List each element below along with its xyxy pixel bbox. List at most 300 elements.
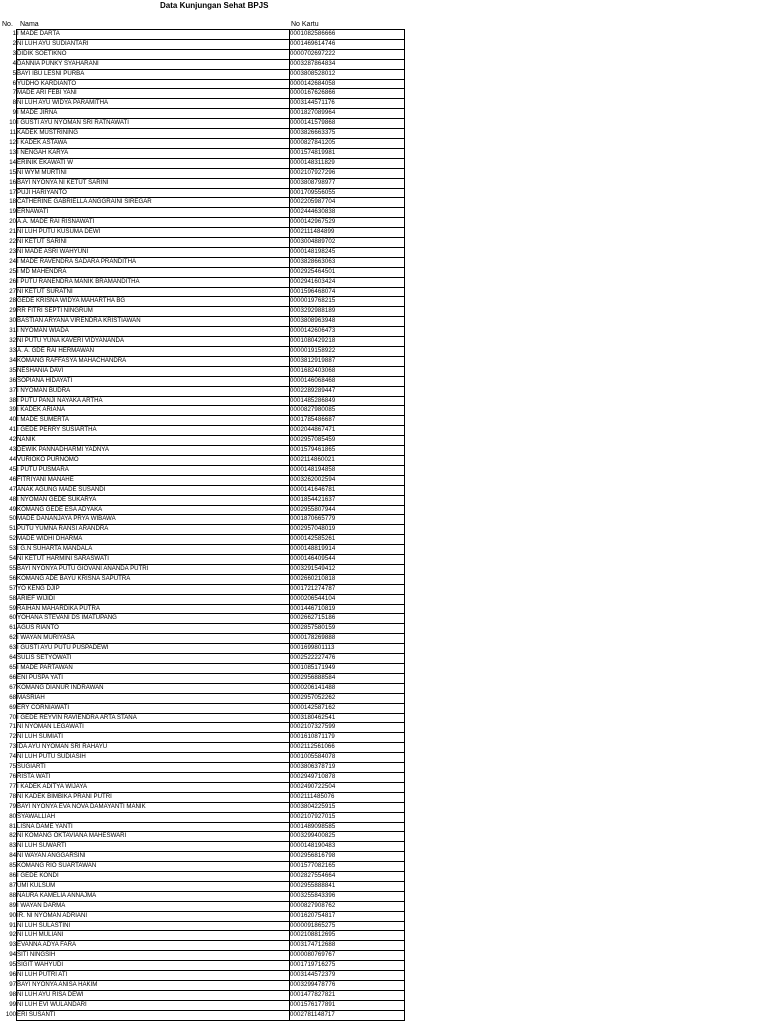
row-number: 17 [2,188,17,198]
visit-table-body [2,30,405,1021]
row-number: 32 [2,337,17,347]
table-row [2,703,405,713]
row-number: 14 [2,158,17,168]
patient-name: I GUSTI AYU NYOMAN SRI RATNAWATI [17,119,290,129]
patient-name: FITRIYANI MANAHE [17,475,290,485]
row-number: 45 [2,465,17,475]
table-row [2,228,405,238]
row-number: 87 [2,881,17,891]
patient-name: NI LUH PUTRI ATI [17,971,290,981]
card-number: 0002955807944 [290,505,405,515]
row-number: 68 [2,693,17,703]
row-number: 10 [2,119,17,129]
card-number: 0003812919887 [290,356,405,366]
card-number: 0001719716275 [290,961,405,971]
patient-name: I WAYAN MURIYASA [17,634,290,644]
patient-name: NI PUTU YUNA KAVERI VIDYANANDA [17,337,290,347]
patient-name: NI LUH PUTU SUDIASIH [17,753,290,763]
table-row [2,802,405,812]
card-number: 0003255843396 [290,891,405,901]
card-number: 0000091865275 [290,921,405,931]
table-row [2,307,405,317]
row-number: 61 [2,624,17,634]
card-number: 0003174712688 [290,941,405,951]
table-row [2,455,405,465]
card-number: 0003299478776 [290,981,405,991]
card-number: 0001610871179 [290,733,405,743]
row-number: 67 [2,683,17,693]
card-number: 0000206544104 [290,594,405,604]
row-number: 69 [2,703,17,713]
row-number: 52 [2,535,17,545]
patient-name: A. A. GDE RAI HERMAWAN [17,347,290,357]
row-number: 66 [2,673,17,683]
table-row [2,812,405,822]
patient-name: NI KADEK BIMBIKA PRANI PUTRI [17,792,290,802]
patient-name: NESHANIA DAVI [17,366,290,376]
patient-name: I GUSTI AYU PUTU PUSPADEWI [17,644,290,654]
row-number: 43 [2,446,17,456]
row-number: 30 [2,317,17,327]
table-row [2,911,405,921]
table-row [2,386,405,396]
patient-name: NI LUH AYU SUDIANTARI [17,39,290,49]
patient-name: YO KENG DJIP [17,584,290,594]
card-number: 0000146409544 [290,555,405,565]
table-row [2,664,405,674]
table-row [2,138,405,148]
card-number: 0002205987704 [290,198,405,208]
table-row [2,188,405,198]
table-row [2,267,405,277]
card-number: 0003808798977 [290,178,405,188]
row-number: 24 [2,257,17,267]
table-row [2,366,405,376]
card-number: 0003808963948 [290,317,405,327]
card-number: 0002107327599 [290,723,405,733]
table-row [2,624,405,634]
row-number: 73 [2,743,17,753]
table-row [2,505,405,515]
patient-name: YUDHO KARDIANTO [17,79,290,89]
patient-name: ERINIK EKAWATI W [17,158,290,168]
row-number: 2 [2,39,17,49]
column-header-no: No. [2,21,13,28]
table-row [2,446,405,456]
card-number: 0000146068468 [290,376,405,386]
card-number: 0003144572379 [290,971,405,981]
row-number: 16 [2,178,17,188]
table-row [2,822,405,832]
patient-name: NI LUH EVI WULANDARI [17,1000,290,1010]
table-row [2,247,405,257]
card-number: 0002660210818 [290,574,405,584]
card-number: 0001854421637 [290,495,405,505]
row-number: 72 [2,733,17,743]
card-number: 0000141579868 [290,119,405,129]
row-number: 46 [2,475,17,485]
card-number: 0001469614746 [290,39,405,49]
card-number: 0002044867471 [290,426,405,436]
card-number: 0000702697222 [290,49,405,59]
table-row [2,584,405,594]
table-row [2,693,405,703]
patient-name: CATHERINE GABRIELLA ANGGRAINI SIREGAR [17,198,290,208]
row-number: 15 [2,168,17,178]
patient-name: BAYI NYONYA NI KETUT SARINI [17,178,290,188]
card-number: 0003804225915 [290,802,405,812]
patient-name: MADE DANANJAYA PRYA WIBAWA [17,515,290,525]
table-row [2,218,405,228]
row-number: 82 [2,832,17,842]
table-row [2,277,405,287]
card-number: 0002957085459 [290,436,405,446]
patient-name: YOHANA STEVANI DS IMATUPANG [17,614,290,624]
patient-name: BAYI NYONYA ANISA HAKIM [17,981,290,991]
table-row [2,842,405,852]
table-row [2,753,405,763]
table-row [2,59,405,69]
row-number: 90 [2,911,17,921]
row-number: 54 [2,555,17,565]
row-number: 79 [2,802,17,812]
row-number: 62 [2,634,17,644]
row-number: 93 [2,941,17,951]
table-row [2,614,405,624]
table-row [2,406,405,416]
table-row [2,347,405,357]
table-row [2,39,405,49]
card-number: 0001574819981 [290,148,405,158]
table-row [2,634,405,644]
card-number: 0001080429218 [290,337,405,347]
table-row [2,317,405,327]
patient-name: I GEDE KONDI [17,872,290,882]
patient-name: ARIEF WIJIDI [17,594,290,604]
card-number: 0000142967529 [290,218,405,228]
card-number: 0001827089964 [290,109,405,119]
patient-name: BAYI IBU LESNI PURBA [17,69,290,79]
card-number: 0000142606473 [290,327,405,337]
card-number: 0000142585261 [290,535,405,545]
table-row [2,872,405,882]
row-number: 78 [2,792,17,802]
patient-name: SYAWALLIAH [17,812,290,822]
patient-name: PUJI HARIYANTO [17,188,290,198]
patient-name: I KADEK ARIANA [17,406,290,416]
patient-name: I NYOMAN GEDE SUKARYA [17,495,290,505]
row-number: 75 [2,763,17,773]
patient-name: SITI NINGSIH [17,951,290,961]
card-number: 0001699801113 [290,644,405,654]
patient-name: I GEDE PERRY SUSIARTHA [17,426,290,436]
card-number: 0001721274787 [290,584,405,594]
table-row [2,564,405,574]
card-number: 0002925464501 [290,267,405,277]
card-number: 0000178269888 [290,634,405,644]
table-row [2,763,405,773]
table-row [2,713,405,723]
card-number: 0001446710819 [290,604,405,614]
table-row [2,990,405,1000]
card-number: 0001577082165 [290,862,405,872]
table-row [2,545,405,555]
patient-name: LISNA DAME YANTI [17,822,290,832]
patient-name: NI LUH PUTU KUSUMA DEWI [17,228,290,238]
card-number: 0000142587162 [290,703,405,713]
table-row [2,485,405,495]
card-number: 0002107927015 [290,812,405,822]
table-row [2,208,405,218]
table-row [2,426,405,436]
row-number: 74 [2,753,17,763]
table-row [2,129,405,139]
row-number: 63 [2,644,17,654]
card-number: 0002111485076 [290,792,405,802]
row-number: 56 [2,574,17,584]
table-row [2,168,405,178]
patient-name: UMI KULSUM [17,881,290,891]
row-number: 84 [2,852,17,862]
card-number: 0001576177891 [290,1000,405,1010]
row-number: 85 [2,862,17,872]
row-number: 13 [2,148,17,158]
card-number: 0001005584078 [290,753,405,763]
card-number: 0001785486687 [290,416,405,426]
table-row [2,475,405,485]
card-number: 0002857580159 [290,624,405,634]
row-number: 77 [2,782,17,792]
patient-name: ERNAWATI [17,208,290,218]
patient-name: EVANNA ADYA FARA [17,941,290,951]
card-number: 0000148198245 [290,247,405,257]
patient-name: GEDE KRISNA WIDYA MAHARTHA BG [17,297,290,307]
patient-name: NI LUH SUMIATI [17,733,290,743]
card-number: 0003262002594 [290,475,405,485]
card-number: 0001709556055 [290,188,405,198]
table-row [2,535,405,545]
card-number: 0002662715186 [290,614,405,624]
row-number: 22 [2,238,17,248]
row-number: 80 [2,812,17,822]
table-row [2,79,405,89]
table-row [2,287,405,297]
row-number: 97 [2,981,17,991]
patient-name: I PUTU PANJI NAYAKA ARTHA [17,396,290,406]
table-row [2,178,405,188]
card-number: 0001477827821 [290,990,405,1000]
card-number: 0000148194858 [290,465,405,475]
patient-name: I G.N SUHARTA MANDALA [17,545,290,555]
card-number: 0003292988189 [290,307,405,317]
card-number: 0002956816798 [290,852,405,862]
patient-name: ENI PUSPA YATI [17,673,290,683]
patient-name: KOMANG GEDE ESA ADYAKA [17,505,290,515]
card-number: 0000827980085 [290,406,405,416]
patient-name: KOMANG ADE BAYU KRISNA SAPUTRA [17,574,290,584]
row-number: 60 [2,614,17,624]
patient-name: ERI SUSANTI [17,1010,290,1020]
table-row [2,376,405,386]
table-row [2,555,405,565]
table-row [2,396,405,406]
row-number: 98 [2,990,17,1000]
row-number: 55 [2,564,17,574]
card-number: 0002941603424 [290,277,405,287]
patient-name: I PUTU PUSMARA [17,465,290,475]
table-row [2,852,405,862]
patient-name: BAYI NYONYA PUTU GIOVANI ANANDA PUTRI [17,564,290,574]
table-row [2,673,405,683]
table-row [2,297,405,307]
row-number: 47 [2,485,17,495]
patient-name: NI LUH MULIANI [17,931,290,941]
card-number: 0000148311829 [290,158,405,168]
row-number: 35 [2,366,17,376]
card-number: 0000206141488 [290,683,405,693]
patient-name: A.A. MADE RAI RISNAWATI [17,218,290,228]
table-row [2,1010,405,1020]
table-row [2,257,405,267]
card-number: 0000080769767 [290,951,405,961]
card-number: 0000148819914 [290,545,405,555]
patient-name: SOPIANA HIDAYATI [17,376,290,386]
patient-name: DIDIK SOETIKNO [17,49,290,59]
card-number: 0002114860021 [290,455,405,465]
row-number: 9 [2,109,17,119]
card-number: 0002949710878 [290,772,405,782]
row-number: 39 [2,406,17,416]
row-number: 25 [2,267,17,277]
patient-name: I KADEK ASTAWA [17,138,290,148]
patient-name: SULIS SETYOWATI [17,654,290,664]
patient-name: BASTIAN ARYANA VIRENDRA KRISTIAWAN [17,317,290,327]
card-number: 0001082586666 [290,30,405,40]
table-row [2,654,405,664]
row-number: 86 [2,872,17,882]
patient-name: NI KETUT HARMINI SARASWATI [17,555,290,565]
patient-name: I PUTU RANENDRA MANIK BRAMANDITHA [17,277,290,287]
table-row [2,901,405,911]
row-number: 100 [2,1010,17,1020]
patient-name: I MD MAHENDRA [17,267,290,277]
table-row [2,782,405,792]
row-number: 48 [2,495,17,505]
patient-name: KOMANG RIO SUARTAWAN [17,862,290,872]
card-number: 0001620754817 [290,911,405,921]
table-row [2,881,405,891]
table-row [2,733,405,743]
row-number: 1 [2,30,17,40]
row-number: 6 [2,79,17,89]
row-number: 44 [2,455,17,465]
row-number: 26 [2,277,17,287]
table-row [2,465,405,475]
row-number: 91 [2,921,17,931]
table-row [2,49,405,59]
card-number: 0002957048019 [290,525,405,535]
document-title: Data Kunjungan Sehat BPJS [160,1,269,10]
row-number: 4 [2,59,17,69]
card-number: 0003180462541 [290,713,405,723]
patient-name: NAURA KAMELIA ANNAJMA [17,891,290,901]
table-row [2,119,405,129]
row-number: 65 [2,664,17,674]
row-number: 40 [2,416,17,426]
card-number: 0003299400825 [290,832,405,842]
row-number: 19 [2,208,17,218]
patient-name: AGUS RIANTO [17,624,290,634]
row-number: 38 [2,396,17,406]
row-number: 58 [2,594,17,604]
patient-name: RISTA WATI [17,772,290,782]
card-number: 0002112561066 [290,743,405,753]
row-number: 23 [2,247,17,257]
table-row [2,931,405,941]
table-row [2,436,405,446]
patient-name: KOMANG RAFFASYA MAHACHANDRA [17,356,290,366]
card-number: 0000019768215 [290,297,405,307]
row-number: 88 [2,891,17,901]
visit-table [2,29,405,1021]
patient-name: MASRIAH [17,693,290,703]
row-number: 29 [2,307,17,317]
table-row [2,891,405,901]
table-row [2,941,405,951]
patient-name: I GEDE REYVIN RAVIENDRA ARTA STANA [17,713,290,723]
card-number: 0003806378719 [290,763,405,773]
row-number: 96 [2,971,17,981]
patient-name: NANIK [17,436,290,446]
row-number: 57 [2,584,17,594]
table-row [2,515,405,525]
table-row [2,594,405,604]
card-number: 0000019158922 [290,347,405,357]
row-number: 53 [2,545,17,555]
patient-name: I NYOMAN WIADA [17,327,290,337]
card-number: 0003004889702 [290,238,405,248]
patient-name: I MADE PARTAWAN [17,664,290,674]
patient-name: NI LUH SUWARTI [17,842,290,852]
table-row [2,644,405,654]
row-number: 20 [2,218,17,228]
table-row [2,951,405,961]
table-row [2,723,405,733]
row-number: 8 [2,99,17,109]
card-number: 0001485286849 [290,396,405,406]
patient-name: I MADE JIRNA [17,109,290,119]
card-number: 0002956888584 [290,673,405,683]
table-row [2,832,405,842]
row-number: 11 [2,129,17,139]
patient-name: VURIOKO PURNOMO [17,455,290,465]
patient-name: I MADE SUMERTA [17,416,290,426]
card-number: 0002289289447 [290,386,405,396]
card-number: 0002111484899 [290,228,405,238]
card-number: 0001596468074 [290,287,405,297]
row-number: 95 [2,961,17,971]
row-number: 99 [2,1000,17,1010]
row-number: 31 [2,327,17,337]
card-number: 0001085171949 [290,664,405,674]
card-number: 0001682403068 [290,366,405,376]
card-number: 0002957052262 [290,693,405,703]
table-row [2,356,405,366]
card-number: 0002522227476 [290,654,405,664]
card-number: 0002827554664 [290,872,405,882]
patient-name: SIGIT WAHYUDI [17,961,290,971]
card-number: 0003291549412 [290,564,405,574]
